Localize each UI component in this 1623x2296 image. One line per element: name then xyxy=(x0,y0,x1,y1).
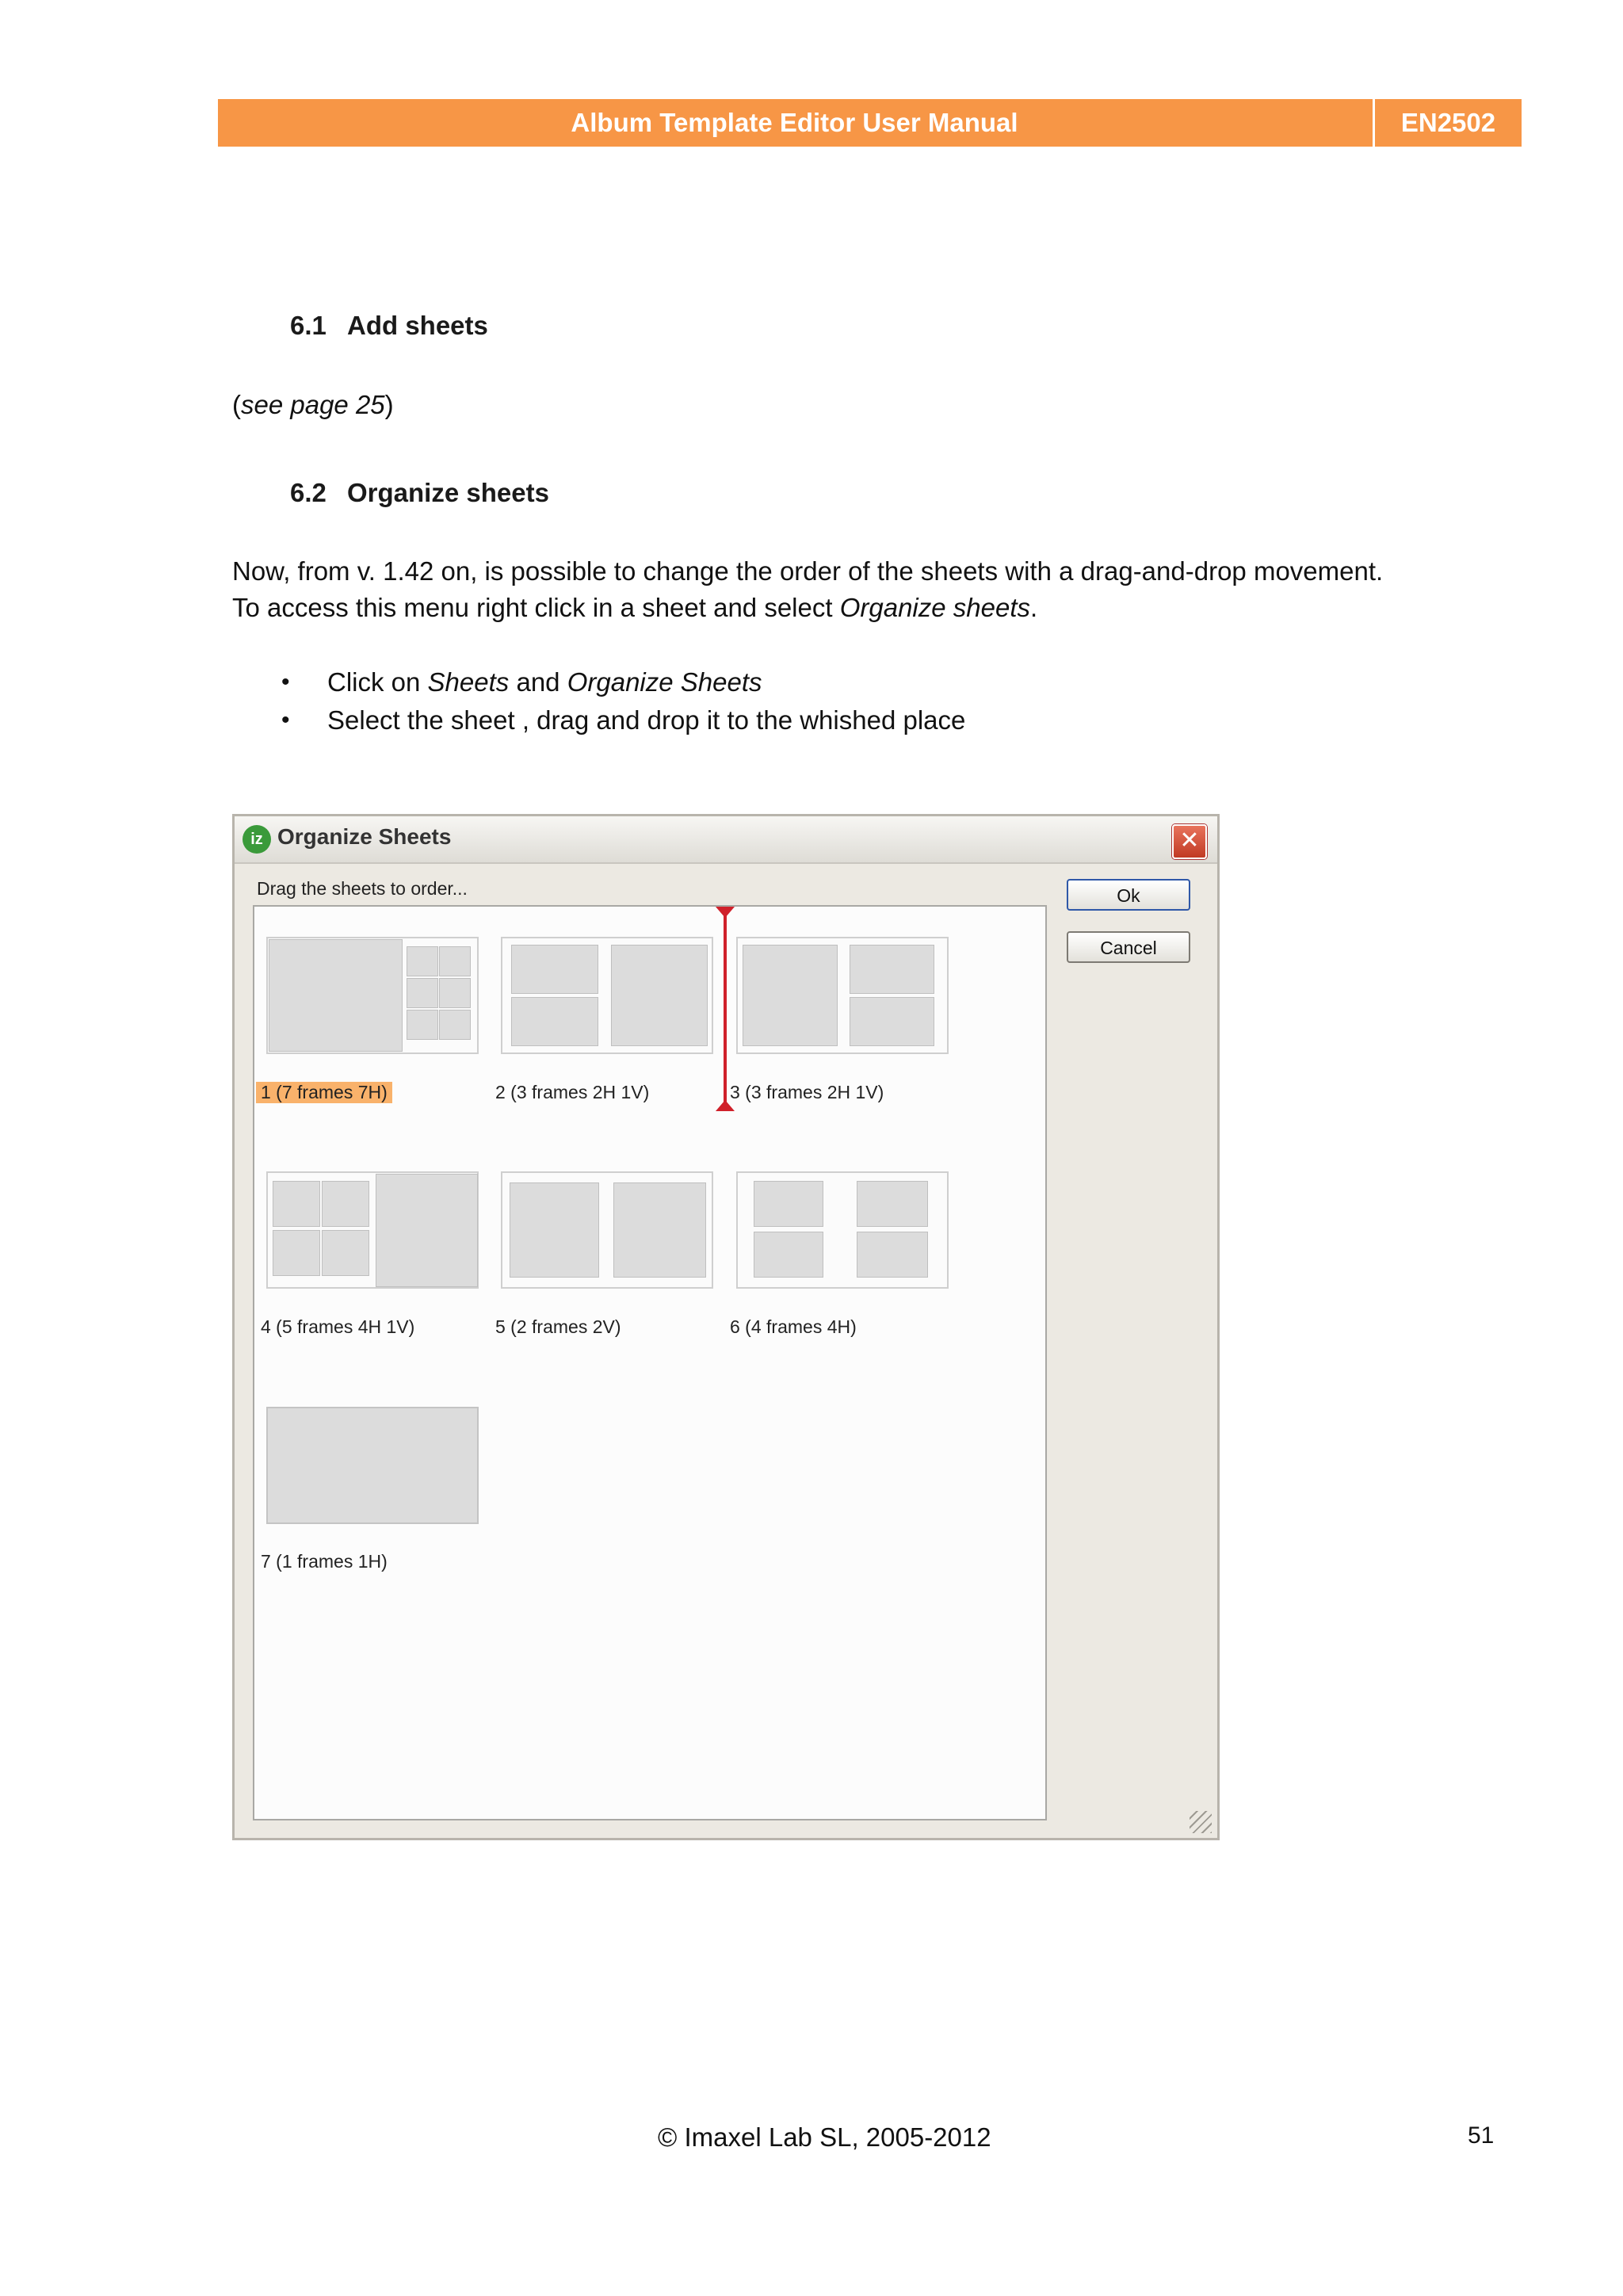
section-number: 6.2 xyxy=(290,478,327,507)
paragraph-line-2 xyxy=(232,590,1037,626)
frame xyxy=(376,1174,478,1287)
see-page-link-text: see page 25 xyxy=(241,390,385,419)
section-6-1-heading xyxy=(290,311,488,341)
frame xyxy=(754,1181,823,1227)
frame xyxy=(407,1010,438,1040)
frame xyxy=(322,1181,369,1227)
bullet-emphasis: Organize Sheets xyxy=(567,667,762,697)
frame xyxy=(439,978,471,1008)
dialog-title: Organize Sheets xyxy=(277,824,452,849)
sheet-label-5: 5 (2 frames 2V) xyxy=(495,1316,621,1337)
frame xyxy=(611,945,708,1046)
sheet-label-1: 1 (7 frames 7H) xyxy=(256,1082,392,1103)
section-title: Add sheets xyxy=(347,311,488,340)
sheet-label-3: 3 (3 frames 2H 1V) xyxy=(730,1082,884,1102)
section-title: Organize sheets xyxy=(347,478,549,507)
sheet-thumbnail-1[interactable] xyxy=(266,937,479,1054)
header-doc-code: EN2502 xyxy=(1400,108,1496,137)
bullet-text: and xyxy=(509,667,567,697)
frame xyxy=(439,946,471,976)
sheet-thumbnail-6[interactable] xyxy=(736,1171,949,1289)
close-icon[interactable]: ✕ xyxy=(1172,824,1207,859)
sheet-thumbnail-2[interactable] xyxy=(501,937,713,1054)
frame xyxy=(407,978,438,1008)
frame xyxy=(511,997,598,1046)
cancel-button[interactable]: Cancel xyxy=(1067,931,1190,963)
organize-sheets-dialog xyxy=(232,814,1220,1840)
frame xyxy=(754,1232,823,1278)
paren-open: ( xyxy=(232,390,241,419)
frame xyxy=(439,1010,471,1040)
app-logo-icon: iz xyxy=(242,825,271,854)
frame xyxy=(850,997,934,1046)
bullet-dot-icon: • xyxy=(281,669,290,695)
sheets-canvas[interactable] xyxy=(253,905,1047,1820)
paragraph-text: . xyxy=(1030,593,1038,622)
footer-copyright: © Imaxel Lab SL, 2005-2012 xyxy=(658,2122,991,2152)
sheet-thumbnail-7[interactable] xyxy=(266,1407,479,1524)
drop-indicator-line xyxy=(724,910,727,1108)
bullet-item-2: Select the sheet , drag and drop it to the whished place xyxy=(327,705,966,735)
frame xyxy=(857,1181,928,1227)
bullet-dot-icon: • xyxy=(281,707,290,733)
sheet-label-6: 6 (4 frames 4H) xyxy=(730,1316,857,1337)
page-number: 51 xyxy=(1468,2122,1495,2149)
paren-close: ) xyxy=(384,390,394,419)
sheet-label-4: 4 (5 frames 4H 1V) xyxy=(261,1316,415,1337)
see-page-reference xyxy=(232,387,394,423)
bullet-emphasis: Sheets xyxy=(427,667,510,697)
section-number: 6.1 xyxy=(290,311,327,340)
frame xyxy=(857,1232,928,1278)
frame xyxy=(743,945,838,1046)
paragraph-line-1: Now, from v. 1.42 on, is possible to change the order of the sheets with a drag-and-drop movement. xyxy=(232,556,1384,586)
ok-button[interactable]: Ok xyxy=(1067,879,1190,911)
frame xyxy=(269,939,403,1052)
drop-indicator-bottom-arrow-icon xyxy=(716,1100,735,1111)
paragraph-text: To access this menu right click in a sheet and select xyxy=(232,593,840,622)
resize-grip-icon[interactable] xyxy=(1190,1811,1212,1833)
sheet-thumbnail-3[interactable] xyxy=(736,937,949,1054)
frame xyxy=(511,945,598,994)
sheet-thumbnail-4[interactable] xyxy=(266,1171,479,1289)
frame xyxy=(322,1230,369,1276)
frame xyxy=(407,946,438,976)
frame xyxy=(510,1182,599,1278)
frame xyxy=(273,1230,320,1276)
header-band xyxy=(218,99,1522,147)
sheet-label-7: 7 (1 frames 1H) xyxy=(261,1551,388,1572)
dialog-instruction: Drag the sheets to order... xyxy=(257,878,468,899)
paragraph-emphasis: Organize sheets xyxy=(839,593,1031,622)
frame xyxy=(273,1181,320,1227)
bullet-text: Click on xyxy=(327,667,428,697)
frame xyxy=(850,945,934,994)
bullet-item-1 xyxy=(327,664,762,701)
sheet-label-2: 2 (3 frames 2H 1V) xyxy=(495,1082,650,1102)
header-title: Album Template Editor User Manual xyxy=(571,108,1018,137)
sheet-thumbnail-5[interactable] xyxy=(501,1171,713,1289)
section-6-2-heading xyxy=(290,478,549,508)
dialog-titlebar[interactable] xyxy=(235,816,1217,864)
frame xyxy=(613,1182,706,1278)
